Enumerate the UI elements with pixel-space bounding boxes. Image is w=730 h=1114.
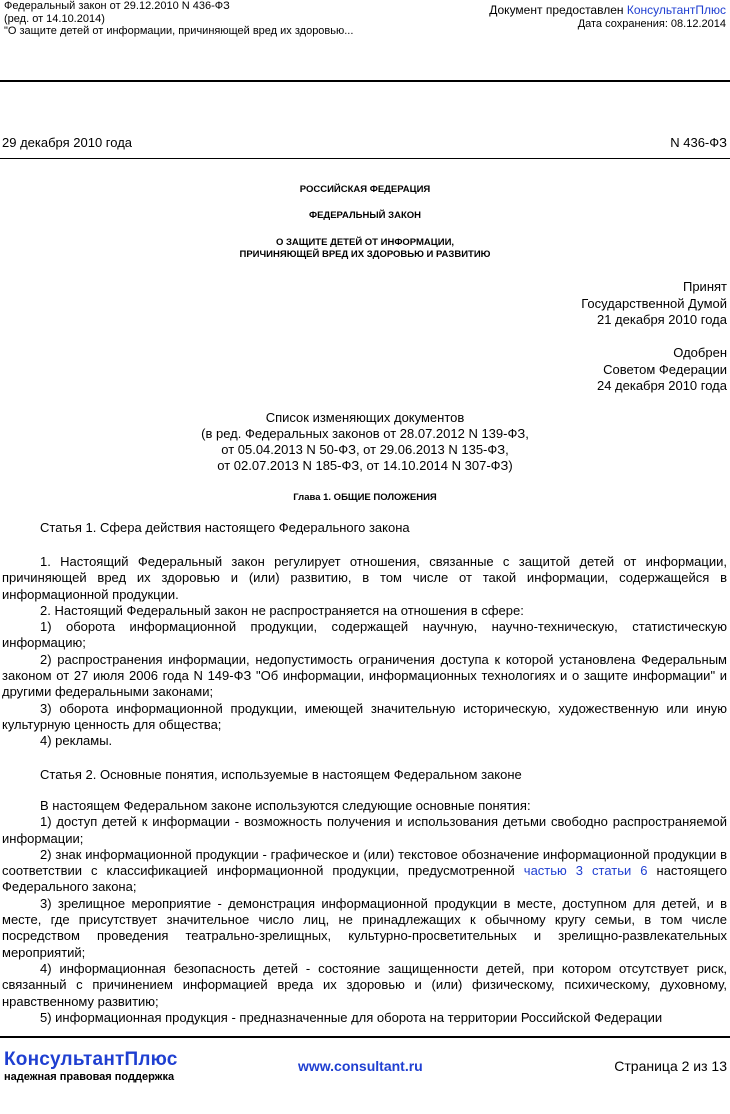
provided-by: Документ предоставлен КонсультантПлюс [489,3,726,17]
paragraph: 1) доступ детей к информации - возможность получения и использования детьми свободно распространяемой информации; [2,814,727,846]
dateline [2,135,727,150]
law-date: 29 декабря 2010 года [2,135,133,150]
paragraph: 4) рекламы. [40,733,113,749]
paragraph: 1) оборота информационной продукции, содержащей научную, научно-техническую, статистическую информацию; [2,619,727,651]
header-brand-link[interactable]: КонсультантПлюс [626,3,726,17]
article-2-title: Статья 2. Основные понятия, используемые в настоящем Федеральном законе [40,767,522,782]
chapter-heading: Глава 1. ОБЩИЕ ПОЛОЖЕНИЯ [293,492,437,503]
paragraph: В настоящем Федеральном законе используются следующие основные понятия: [40,798,531,813]
paragraph: 1. Настоящий Федеральный закон регулирует отношения, связанные с защитой детей от информации, причиняющей вред их здоровью и (или) развитию, в том числе от такой информации, содержащейся в информационной продукции. [2,554,727,602]
footer-site-link[interactable]: www.consultant.ru [298,1058,423,1074]
footer-brand-name: КонсультантПлюс [4,1049,178,1070]
document-header-right [489,3,726,31]
article-1-title: Статья 1. Сфера действия настоящего Федерального закона [40,520,410,535]
save-date: Дата сохранения: 08.12.2014 [577,18,726,30]
title-federation: РОССИЙСКАЯ ФЕДЕРАЦИЯ [299,184,431,195]
title-law-name: О ЗАЩИТЕ ДЕТЕЙ ОТ ИНФОРМАЦИИ, ПРИЧИНЯЮЩЕЙ ВРЕД ИХ ЗДОРОВЬЮ И РАЗВИТИЮ [239,237,491,260]
footer-tagline: надежная правовая поддержка [4,1071,175,1083]
title-law-type: ФЕДЕРАЛЬНЫЙ ЗАКОН [308,210,421,221]
header-revision: (ред. от 14.10.2014) [4,12,105,25]
adopted-block: Принят Государственной Думой 21 декабря 2010 года [581,279,727,327]
article-6-part-3-link[interactable]: частью 3 статьи 6 [523,863,648,879]
paragraph: 2) знак информационной продукции - графическое и (или) текстовое обозначение информационной продукции в соответствии с классификацией информационной продукции, предусмотренной частью 3 статьи 6 настоящего Федерального закона; [2,846,727,895]
page-number: Страница 2 из 13 [614,1058,727,1074]
approved-block: Одобрен Советом Федерации 24 декабря 2010 года [596,345,727,393]
paragraph: 5) информационная продукция - предназначенные для оборота на территории Российской Федерации [40,1009,663,1025]
paragraph: 2) распространения информации, недопустимость ограничения доступа к которой установлена Федеральным законом от 27 июля 2006 года N 149-ФЗ "Об информации, информационных технологиях и о защите информации" и другими федеральными законами; [2,651,727,700]
paragraph: 3) оборота информационной продукции, имеющей значительную историческую, художественную или иную культурную ценность для общества; [2,700,727,732]
footer-logo [4,1049,178,1083]
law-number: N 436-ФЗ [670,135,727,150]
paragraph: 3) зрелищное мероприятие - демонстрация информационной продукции в месте, доступном для детей, и в месте, где присутствует значительное число лиц, не принадлежащих к обычному кругу семьи, в том числе посредством проведения театрально-зрелищных, культурно-просветительных и зрелищно-развлекательных мероприятий; [2,895,727,960]
header-law-title: Федеральный закон от 29.12.2010 N 436-ФЗ [4,0,230,12]
header-law-name: "О защите детей от информации, причиняющей вред их здоровью... [4,25,354,37]
article-2-body [2,798,727,1026]
paragraph: 2. Настоящий Федеральный закон не распространяется на отношения в сфере: [40,602,524,618]
article-1-body [2,554,727,750]
dateline-divider [0,158,730,159]
amendments-list: Список изменяющих документов (в ред. Федеральных законов от 28.07.2012 N 139-ФЗ, от 05.04.2013 N 50-ФЗ, от 29.06.2013 N 135-ФЗ, от 02.07.2013 N 185-ФЗ, от 14.10.2014 N 307-ФЗ) [201,410,529,473]
paragraph: 4) информационная безопасность детей - состояние защищенности детей, при котором отсутствует риск, связанный с причинением информацией вреда их здоровью и (или) физическому, психическому, духовному, нравственному развитию; [2,960,727,1009]
document-header-left [4,0,353,38]
footer-divider [0,1036,730,1038]
header-divider [0,80,730,82]
